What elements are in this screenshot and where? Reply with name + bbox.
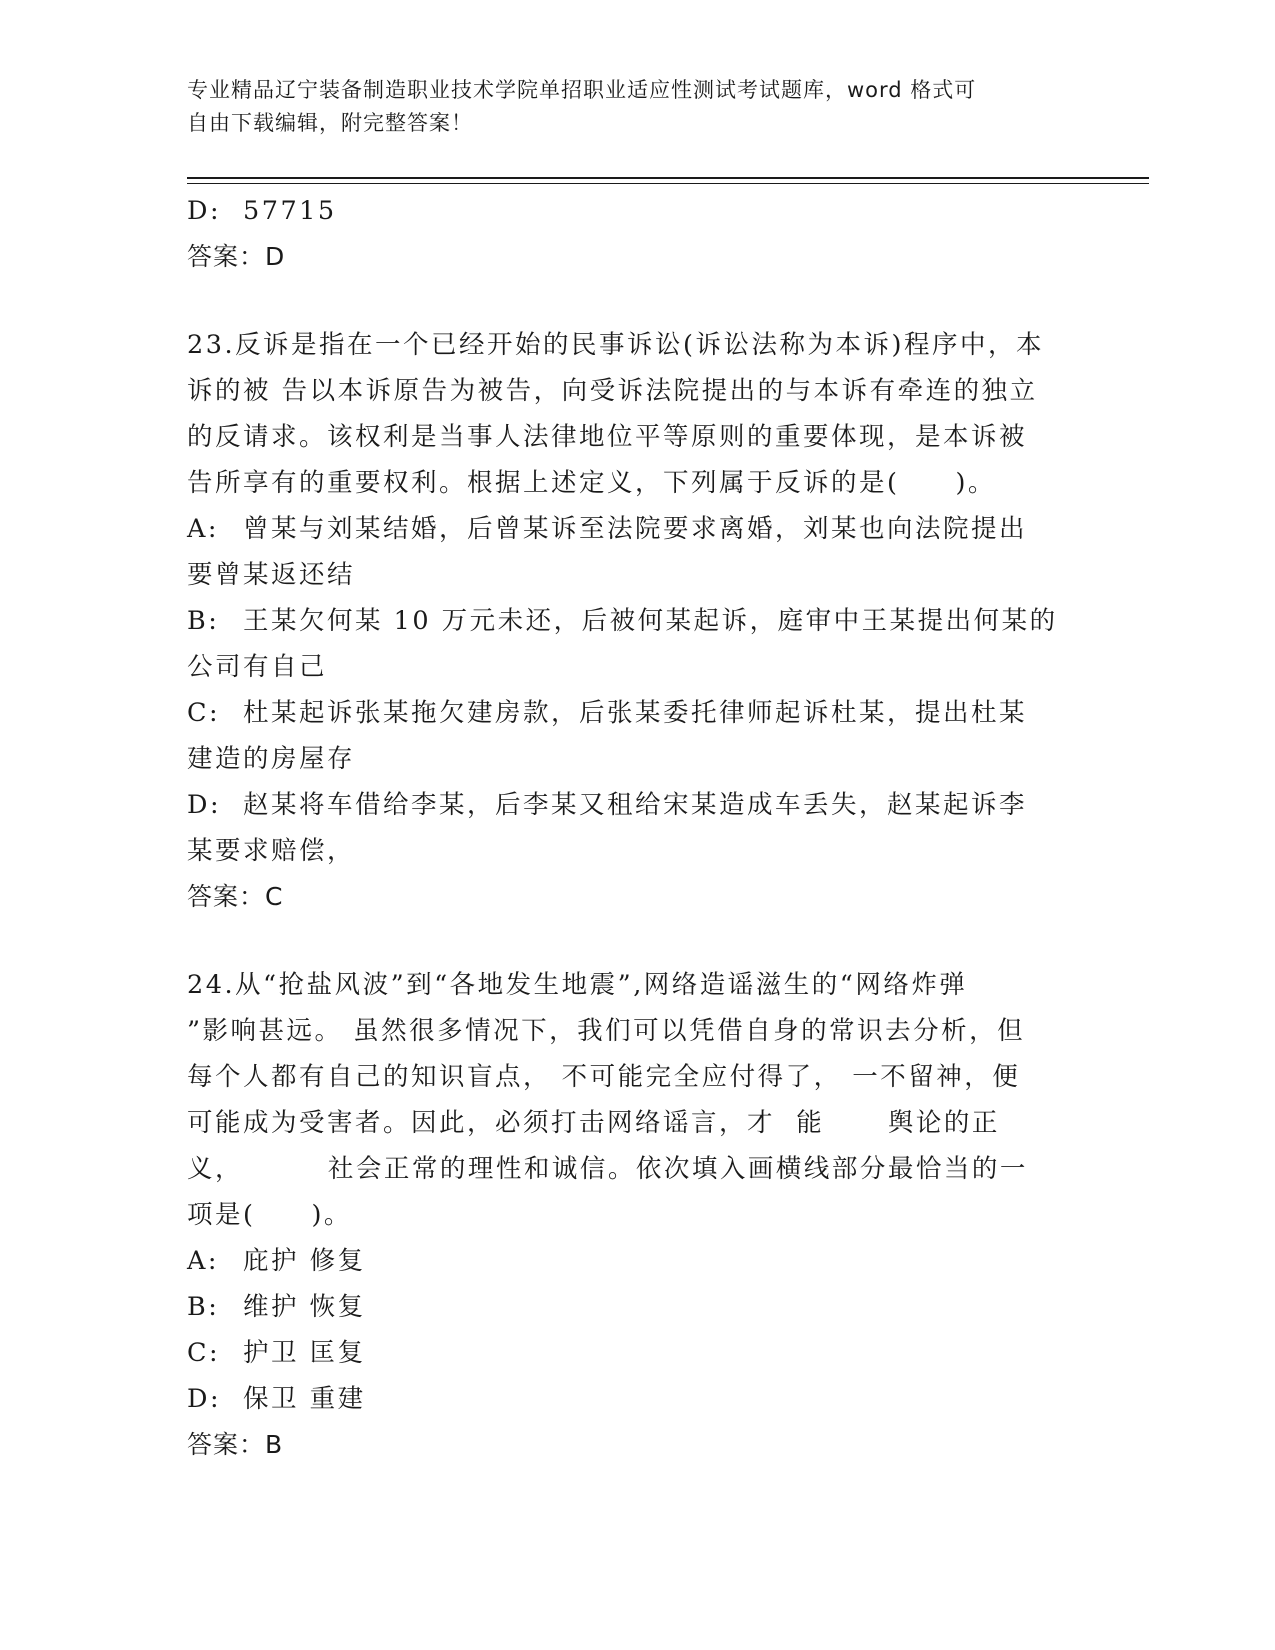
option-text: 赵某将车借给李某，后李某又租给宋某造成车丢失，赵某起诉李 bbox=[243, 790, 1028, 820]
option-text-continued: 建造的房屋存 bbox=[187, 744, 356, 774]
option-text: 护卫 匡复 bbox=[243, 1338, 366, 1368]
option-label: D: bbox=[187, 1384, 222, 1414]
question-text-line: 可能成为受害者。因此，必须打击网络谣言，才 能 舆论的正 bbox=[187, 1108, 1000, 1138]
option-text: 曾某与刘某结婚，后曾某诉至法院要求离婚，刘某也向法院提出 bbox=[243, 514, 1028, 544]
document-body bbox=[187, 188, 1067, 1468]
option-label: B: bbox=[187, 1292, 220, 1322]
question-24 bbox=[187, 962, 1067, 1468]
header-line-1: 专业精品辽宁装备制造职业技术学院单招职业适应性测试考试题库，word 格式可 bbox=[187, 78, 977, 102]
question-text-line: ”影响甚远。 虽然很多情况下，我们可以凭借自身的常识去分析，但 bbox=[187, 1016, 1026, 1046]
question-23 bbox=[187, 322, 1067, 920]
option-label: D: bbox=[187, 790, 222, 820]
question-text-line: 24.从“抢盐风波”到“各地发生地震”,网络造谣滋生的“网络炸弹 bbox=[187, 970, 968, 1000]
question-text-line: 的反请求。该权利是当事人法律地位平等原则的重要体现，是本诉被 bbox=[187, 422, 1028, 452]
option-text-continued: 公司有自己 bbox=[187, 652, 328, 682]
answer-24: 答案：B bbox=[187, 1430, 284, 1459]
option-label: C: bbox=[187, 698, 221, 728]
option-c bbox=[187, 690, 1067, 782]
option-label: D: bbox=[187, 196, 222, 226]
option-d bbox=[187, 1376, 1067, 1422]
option-a bbox=[187, 1238, 1067, 1284]
option-text: 庇护 修复 bbox=[243, 1246, 366, 1276]
option-c bbox=[187, 1330, 1067, 1376]
question-text-line: 项是( )。 bbox=[187, 1200, 352, 1230]
question-text-line: 23.反诉是指在一个已经开始的民事诉讼(诉讼法称为本诉)程序中，本 bbox=[187, 330, 1044, 360]
option-d bbox=[187, 782, 1067, 874]
answer-23: 答案：C bbox=[187, 882, 284, 911]
option-label: A: bbox=[187, 514, 220, 544]
option-label: A: bbox=[187, 1246, 220, 1276]
header-line-2: 自由下载编辑，附完整答案！ bbox=[187, 111, 473, 135]
question-text-line: 每个人都有自己的知识盲点， 不可能完全应付得了， 一不留神，便 bbox=[187, 1062, 1021, 1092]
option-text: 王某欠何某 10 万元未还，后被何某起诉，庭审中王某提出何某的 bbox=[243, 606, 1058, 636]
question-text-line: 告所享有的重要权利。根据上述定义，下列属于反诉的是( )。 bbox=[187, 468, 996, 498]
option-text: 维护 恢复 bbox=[243, 1292, 366, 1322]
option-text: 杜某起诉张某拖欠建房款，后张某委托律师起诉杜某，提出杜某 bbox=[243, 698, 1028, 728]
option-b bbox=[187, 1284, 1067, 1330]
option-text: 保卫 重建 bbox=[243, 1384, 366, 1414]
header-rule-thick bbox=[187, 177, 1149, 179]
header-rule-thin bbox=[187, 183, 1149, 184]
prev-answer: 答案：D bbox=[187, 242, 286, 271]
page-header bbox=[187, 74, 1067, 140]
question-text-line: 义， 社会正常的理性和诚信。依次填入画横线部分最恰当的一 bbox=[187, 1154, 1028, 1184]
option-b bbox=[187, 598, 1067, 690]
option-a bbox=[187, 506, 1067, 598]
option-label: B: bbox=[187, 606, 220, 636]
option-text-continued: 某要求赔偿， bbox=[187, 836, 356, 866]
option-label: C: bbox=[187, 1338, 221, 1368]
question-text-line: 诉的被 告以本诉原告为被告，向受诉法院提出的与本诉有牵连的独立 bbox=[187, 376, 1038, 406]
option-text-continued: 要曾某返还结 bbox=[187, 560, 356, 590]
prev-option-d bbox=[187, 188, 1067, 234]
option-text: 57715 bbox=[243, 196, 337, 226]
